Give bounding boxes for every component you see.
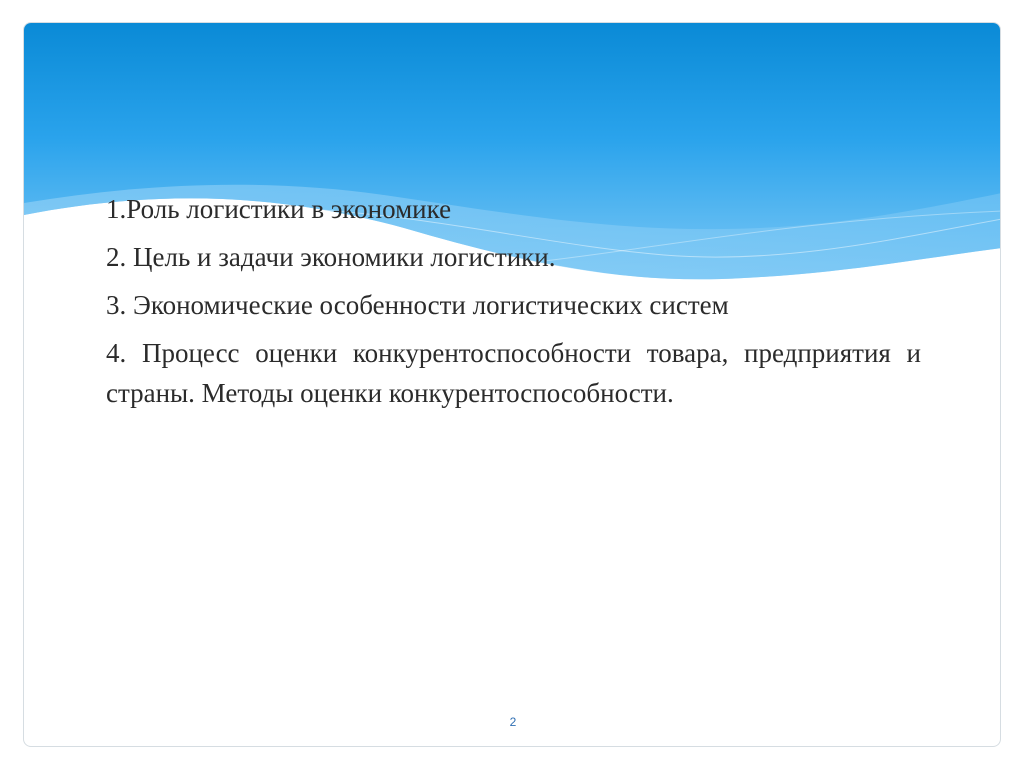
list-item: 3. Экономические особенности логистических систем xyxy=(106,290,729,320)
list-item: 1.Роль логистики в экономике xyxy=(106,194,452,224)
slide xyxy=(23,22,1001,747)
slide-number: 2 xyxy=(509,715,517,729)
list-item: 4. Процесс оценки конкурентоспособности товара, предприятия и страны. Методы оценки конкурентоспособности. xyxy=(106,338,921,408)
list-item: 2. Цель и задачи экономики логистики. xyxy=(106,242,556,272)
slide-content xyxy=(106,189,921,421)
